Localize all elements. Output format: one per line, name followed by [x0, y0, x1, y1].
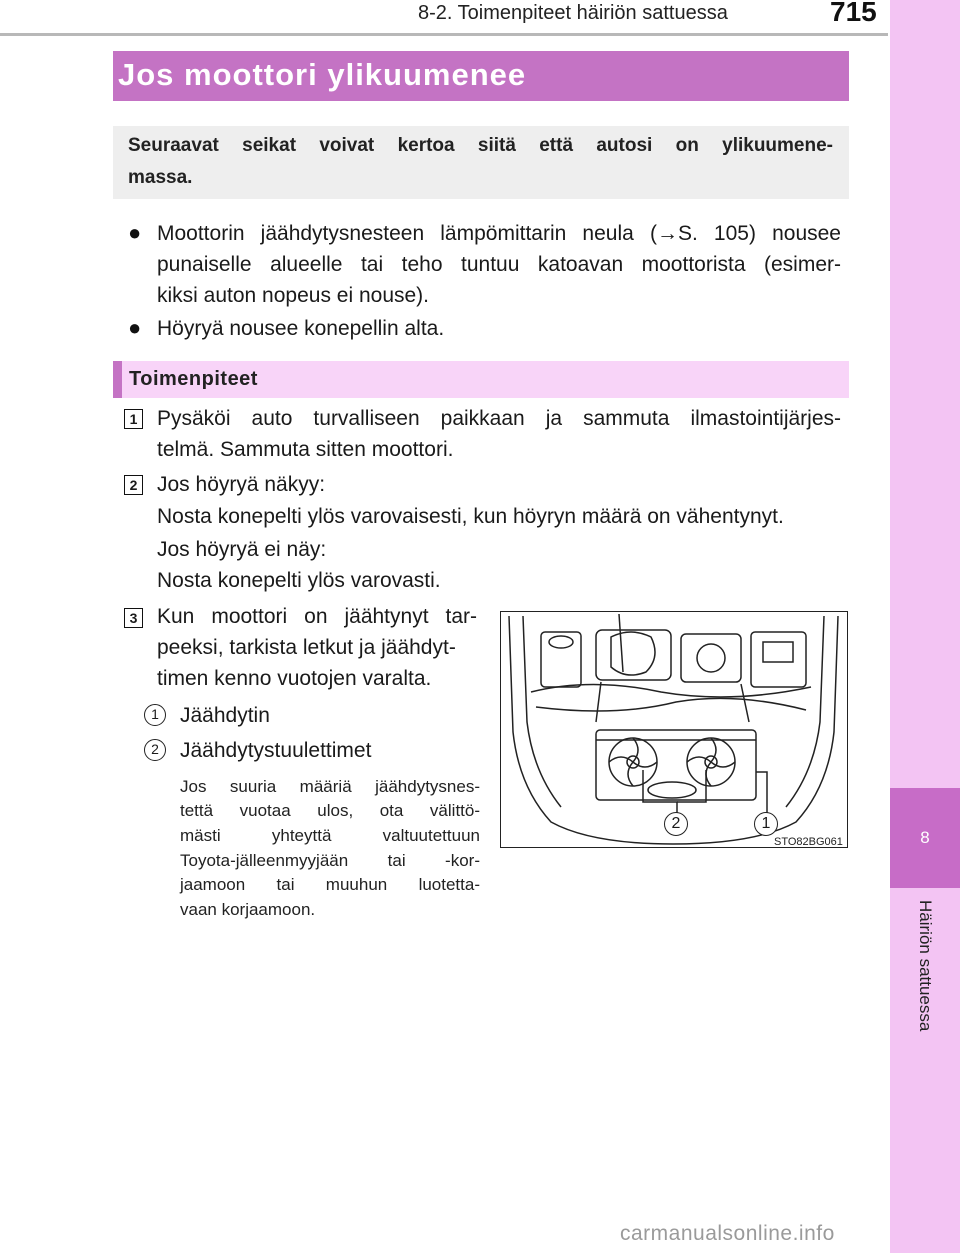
page-title: Jos moottori ylikuumenee [118, 57, 527, 92]
page-number: 715 [830, 0, 877, 27]
figure-callout-1: 1 [754, 812, 778, 836]
bullet-2-line-1: Höyryä nousee konepellin alta. [157, 317, 445, 340]
note-line-3: mästi yhteyttä valtuutettuun [180, 826, 480, 845]
item-label-cooling-fans: Jäähdytystuulettimet [180, 739, 372, 762]
step-number-3: 3 [124, 608, 143, 628]
step-1-line-2: telmä. Sammuta sitten moottori. [157, 438, 454, 461]
figure-callout-2: 2 [664, 812, 688, 836]
section-header-accent [113, 361, 122, 398]
watermark: carmanualsonline.info [620, 1222, 835, 1245]
section-header: Toimenpiteet [129, 368, 258, 390]
note-line-2: tettä vuotaa ulos, ota välittö- [180, 801, 480, 820]
note-line-5: jaamoon tai muuhun luotetta- [180, 875, 480, 894]
bullet-1-line-1: Moottorin jäähdytysnesteen lämpömittarin neula (→S. 105) nousee [157, 222, 841, 245]
side-tab-background [890, 0, 960, 1253]
intro-line-2: massa. [128, 167, 193, 188]
step-1-line-1: Pysäköi auto turvalliseen paikkaan ja sammuta ilmastointijärjes- [157, 407, 841, 430]
step-2-line-1: Jos höyryä näkyy: [157, 473, 326, 496]
chapter-number: 8 [920, 828, 930, 847]
figure-code: STO82BG061 [774, 836, 843, 848]
step-2-line-2: Nosta konepelti ylös varovaisesti, kun höyryn määrä on vähentynyt. [157, 505, 784, 528]
intro-line-1: Seuraavat seikat voivat kertoa siitä että autosi on ylikuumene- [128, 135, 833, 156]
chapter-title: Häiriön sattuessa [916, 900, 935, 1032]
item-label-radiator: Jäähdytin [180, 704, 270, 727]
step-3-line-2: peeksi, tarkista letkut ja jäähdyt- [157, 636, 456, 659]
engine-bay-drawing [501, 612, 846, 846]
note-line-6: vaan korjaamoon. [180, 900, 316, 919]
note-line-4: Toyota-jälleenmyyjään tai -kor- [180, 851, 480, 870]
item-number-1: 1 [144, 704, 166, 726]
step-3-line-1: Kun moottori on jäähtynyt tar- [157, 605, 477, 628]
header-divider [0, 33, 888, 36]
step-number-1: 1 [124, 409, 143, 429]
step-3-line-3: timen kenno vuotojen varalta. [157, 667, 432, 690]
bullet-1-line-3: kiksi auton nopeus ei nouse). [157, 284, 430, 307]
note-line-1: Jos suuria määriä jäähdytysnes- [180, 777, 480, 796]
bullet-icon: ● [128, 220, 142, 245]
header-section-title: 8-2. Toimenpiteet häiriön sattuessa [418, 2, 728, 24]
step-number-2: 2 [124, 475, 143, 495]
bullet-1-line-2: punaiselle alueelle tai teho tuntuu katoavan moottorista (esimer- [157, 253, 841, 276]
step-2-line-4: Nosta konepelti ylös varovasti. [157, 569, 441, 592]
item-number-2: 2 [144, 739, 166, 761]
bullet-icon: ● [128, 315, 142, 340]
step-2-line-3: Jos höyryä ei näy: [157, 538, 327, 561]
